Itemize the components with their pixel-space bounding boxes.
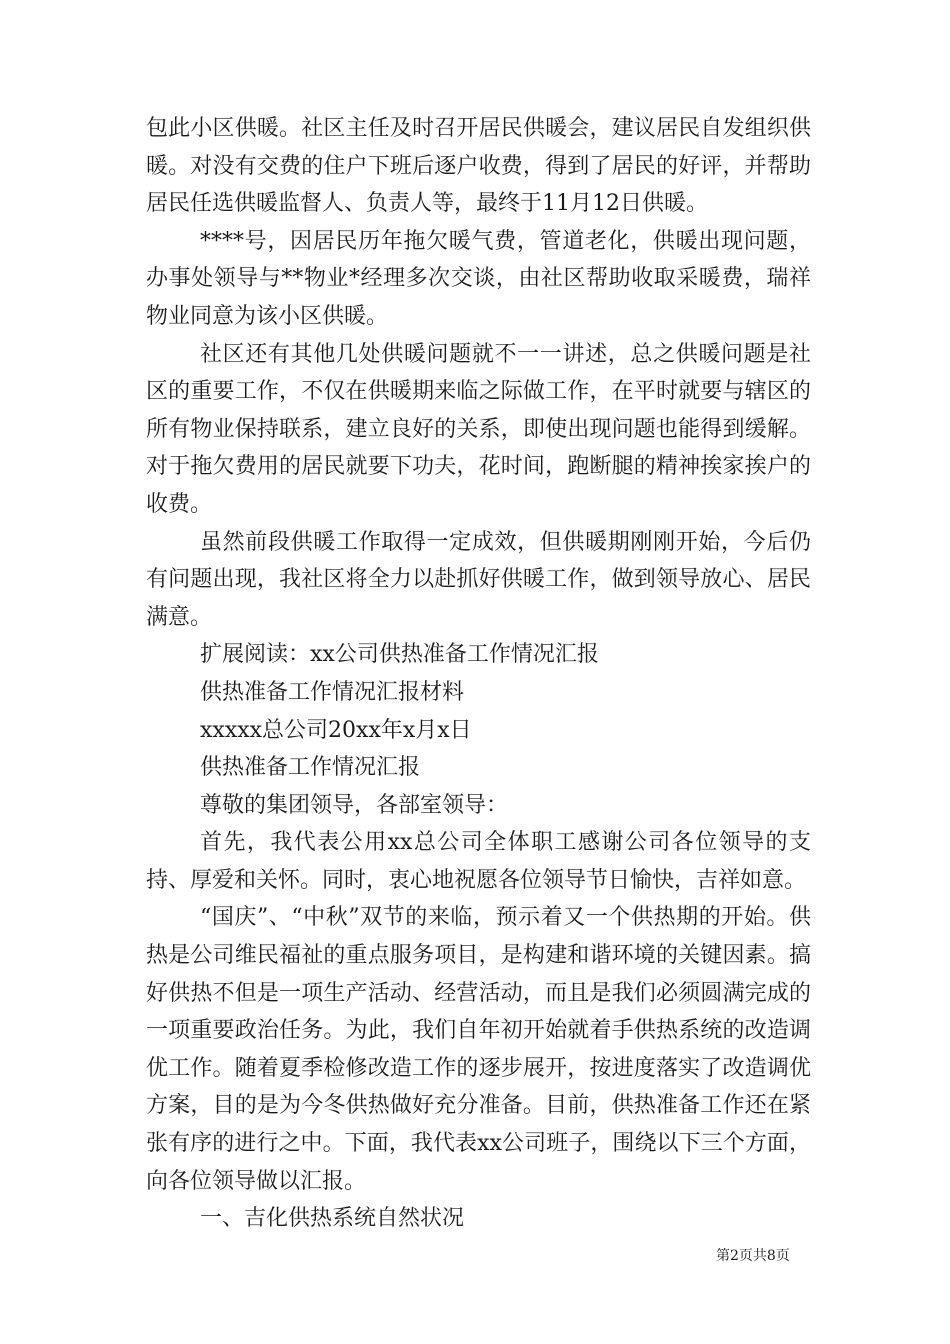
page-number: 第2页共8页 [716,1248,790,1264]
section-heading-1: 一、吉化供热系统自然状况 [200,1206,465,1232]
report-title: 供热准备工作情况汇报 [200,755,421,781]
paragraph-continuation: 包此小区供暖。社区主任及时召开居民供暖会，建议居民自发组织供暖。对没有交费的住户下班后逐户收费，得到了居民的好评，并帮助居民任选供暖监督人、负责人等，最终于11月12日供暖。 [146,116,811,217]
paragraph-building-heating: ****号，因居民历年拖欠暖气费，管道老化，供暖出现问题，办事处领导与**物业*经理多次交谈，由社区帮助收取采暖费，瑞祥物业同意为该小区供暖。 [146,228,811,329]
document-body [146,110,811,1238]
paragraph-heating-season: “国庆”、“中秋”双节的来临，预示着又一个供热期的开始。供热是公司维民福祉的重点服务项目，是构建和谐环境的关键因素。搞好供热不但是一项生产活动、经营活动，而且是我们必须圆满完成的一项重要政治任务。为此，我们自年初开始就着手供热系统的改造调优工作。随着夏季检修改造工作的逐步展开，按进度落实了改造调优方案，目的是为今冬供热做好充分准备。目前，供热准备工作还在紧张有序的进行之中。下面，我代表xx公司班子，围绕以下三个方面，向各位领导做以汇报。 [146,905,811,1194]
paragraph-summary: 虽然前段供暖工作取得一定成效，但供暖期刚刚开始，今后仍有问题出现，我社区将全力以赴抓好供暖工作，做到领导放心、居民满意。 [146,529,811,630]
extended-reading-title: 扩展阅读：xx公司供热准备工作情况汇报 [200,642,599,668]
report-material-title: 供热准备工作情况汇报材料 [200,679,465,705]
paragraph-other-heating-issues: 社区还有其他几处供暖问题就不一一讲述，总之供暖问题是社区的重要工作，不仅在供暖期来临之际做工作，在平时就要与辖区的所有物业保持联系，建立良好的关系，即使出现问题也能得到缓解。对于拖欠费用的居民就要下功夫，花时间，跑断腿的精神挨家挨户的收费。 [146,341,811,517]
paragraph-thanks: 首先，我代表公用xx总公司全体职工感谢公司各位领导的支持、厚爱和关怀。同时，衷心地祝愿各位领导节日愉快，吉祥如意。 [146,830,811,893]
report-date-line: xxxxx总公司20xx年x月x日 [200,717,472,743]
salutation: 尊敬的集团领导，各部室领导： [200,792,509,818]
